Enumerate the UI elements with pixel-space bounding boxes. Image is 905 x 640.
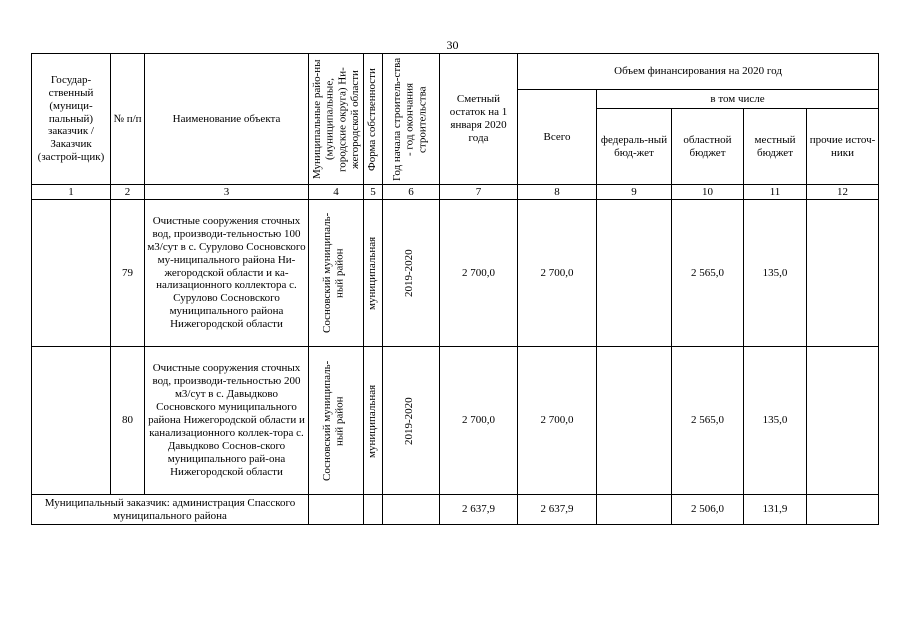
row-total: 2 700,0 xyxy=(518,347,597,495)
column-number: 5 xyxy=(364,185,383,200)
header-object-name: Наименование объекта xyxy=(145,54,309,185)
column-number: 6 xyxy=(383,185,440,200)
header-including: в том числе xyxy=(597,90,879,109)
total-row xyxy=(32,495,879,525)
column-number: 10 xyxy=(672,185,744,200)
page-number: 30 xyxy=(446,38,459,52)
row-other xyxy=(807,200,879,347)
header-federal: федераль-ный бюд-жет xyxy=(597,109,672,185)
row-district-cell xyxy=(309,347,364,495)
row-object-name: Очистные сооружения сточных вод, производи-тельностью 100 м3/сут в с. Сурулово Сосновского му-ниципального района Ни-жегородской области и ка-нализационного коллектора с. Сурулово Сосновского муниципального района Нижегородской области xyxy=(145,200,309,347)
column-number: 3 xyxy=(145,185,309,200)
row-local: 135,0 xyxy=(744,200,807,347)
header-years: Год начала строитель-ства - год окончания строительства xyxy=(391,57,429,181)
column-number: 1 xyxy=(32,185,111,200)
row-district: Сосновский муниципаль-ный район xyxy=(321,212,346,334)
row-total: 2 700,0 xyxy=(518,200,597,347)
table-row xyxy=(32,347,879,495)
header-num: № п/п xyxy=(111,54,145,185)
row-regional: 2 565,0 xyxy=(672,200,744,347)
header-customer: Государ-ственный (муници-пальный) заказчик / Заказчик (застрой-щик) xyxy=(32,54,111,185)
header-ownership-cell xyxy=(364,54,383,185)
row-num: 80 xyxy=(111,347,145,495)
table-row xyxy=(32,200,879,347)
row-remaining: 2 700,0 xyxy=(440,200,518,347)
row-remaining: 2 700,0 xyxy=(440,347,518,495)
row-other xyxy=(807,347,879,495)
header-districts-cell xyxy=(309,54,364,185)
row-customer xyxy=(32,200,111,347)
total-total: 2 637,9 xyxy=(518,495,597,525)
row-num: 79 xyxy=(111,200,145,347)
row-district-cell xyxy=(309,200,364,347)
header-funding: Объем финансирования на 2020 год xyxy=(518,54,879,90)
row-ownership: муниципальная xyxy=(366,383,378,458)
investment-table xyxy=(31,53,879,525)
row-ownership-cell xyxy=(364,347,383,495)
column-number: 9 xyxy=(597,185,672,200)
column-number: 11 xyxy=(744,185,807,200)
header-local: местный бюджет xyxy=(744,109,807,185)
total-years xyxy=(383,495,440,525)
column-number-row xyxy=(32,185,879,200)
header-remaining: Сметный остаток на 1 января 2020 года xyxy=(440,54,518,185)
row-object-name: Очистные сооружения сточных вод, производи-тельностью 200 м3/сут в с. Давыдково Сосновского муниципального района Нижегородской области и канализационного коллек-тора с. Давыдково Соснов-ского муниципального рай-она Нижегородской области xyxy=(145,347,309,495)
header-total: Всего xyxy=(518,90,597,185)
total-other xyxy=(807,495,879,525)
column-number: 7 xyxy=(440,185,518,200)
row-years-cell xyxy=(383,200,440,347)
row-ownership-cell xyxy=(364,200,383,347)
total-district xyxy=(309,495,364,525)
row-federal xyxy=(597,347,672,495)
total-regional: 2 506,0 xyxy=(672,495,744,525)
total-remaining: 2 637,9 xyxy=(440,495,518,525)
header-regional: областной бюджет xyxy=(672,109,744,185)
header-other: прочие источ-ники xyxy=(807,109,879,185)
column-number: 8 xyxy=(518,185,597,200)
row-local: 135,0 xyxy=(744,347,807,495)
column-number: 12 xyxy=(807,185,879,200)
row-years-cell xyxy=(383,347,440,495)
column-number: 4 xyxy=(309,185,364,200)
header-districts: Муниципальные райо-ны (муниципальные, городские округа) Ни-жегородской области xyxy=(311,59,361,179)
column-number: 2 xyxy=(111,185,145,200)
header-row xyxy=(32,54,879,90)
header-years-cell xyxy=(383,54,440,185)
total-local: 131,9 xyxy=(744,495,807,525)
row-federal xyxy=(597,200,672,347)
row-years: 2019-2020 xyxy=(403,249,415,297)
row-customer xyxy=(32,347,111,495)
header-ownership: Форма собственности xyxy=(366,67,378,171)
row-years: 2019-2020 xyxy=(403,396,415,445)
row-district: Сосновский муниципаль-ный район xyxy=(321,360,346,481)
row-ownership: муниципальная xyxy=(366,236,378,310)
total-ownership xyxy=(364,495,383,525)
row-regional: 2 565,0 xyxy=(672,347,744,495)
total-federal xyxy=(597,495,672,525)
total-customer-label: Муниципальный заказчик: администрация Спасского муниципального района xyxy=(32,495,309,525)
